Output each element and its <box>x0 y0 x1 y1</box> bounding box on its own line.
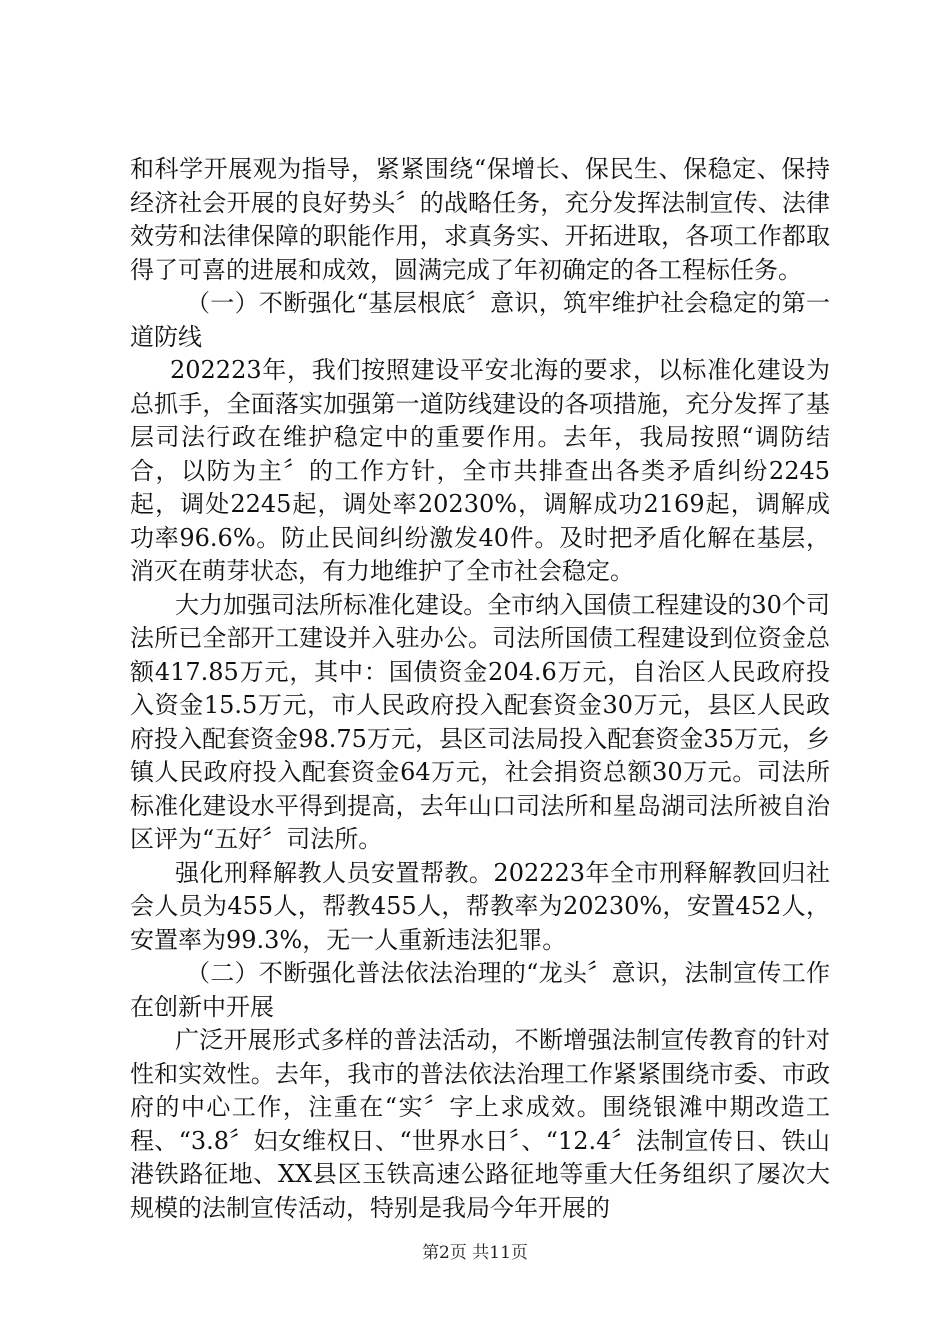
paragraph-defense-line: 202223年，我们按照建设平安北海的要求，以标准化建设为总抓手，全面落实加强第一道防线建设的各项措施，充分发挥了基层司法行政在维护稳定中的重要作用。去年，我局按照“调防结合，以防为主〞的工作方针，全市共排查出各类矛盾纠纷2245起，调处2245起，调处率20230%，调解成功2169起，调解成功率96.6%。防止民间纠纷激发40件。及时把矛盾化解在基层，消灭在萌芽状态，有力地维护了全市社会稳定。 <box>130 356 830 585</box>
section-heading-1: （一）不断强化“基层根底〞意识，筑牢维护社会稳定的第一道防线 <box>130 289 830 351</box>
section-heading-2: （二）不断强化普法依法治理的“龙头〞意识，法制宣传工作在创新中开展 <box>130 959 830 1021</box>
paragraph-intro-continuation: 和科学开展观为指导，紧紧围绕“保增长、保民生、保稳定、保持经济社会开展的良好势头〞的战略任务，充分发挥法制宣传、法律效劳和法律保障的职能作用，求真务实、开拓进取，各项工作都取得了可喜的进展和成效，圆满完成了年初确定的各工程标任务。 <box>130 155 830 284</box>
page-number-footer: 第2页 共11页 <box>422 1243 528 1263</box>
document-body <box>130 153 830 1225</box>
paragraph-legal-education: 广泛开展形式多样的普法活动，不断增强法制宣传教育的针对性和实效性。去年，我市的普法依法治理工作紧紧围绕市委、市政府的中心工作，注重在“实〞字上求成效。围绕银滩中期改造工程、“3.8〞妇女维权日、“世界水日〞、“12.4〞法制宣传日、铁山港铁路征地、XX县区玉铁高速公路征地等重大任务组织了屡次大规模的法制宣传活动，特别是我局今年开展的 <box>130 1026 830 1222</box>
paragraph-resettlement: 强化刑释解教人员安置帮教。202223年全市刑释解教回归社会人员为455人，帮教455人，帮教率为20230%，安置452人，安置率为99.3%，无一人重新违法犯罪。 <box>130 858 830 954</box>
paragraph-judicial-office: 大力加强司法所标准化建设。全市纳入国债工程建设的30个司法所已全部开工建设并入驻办公。司法所国债工程建设到位资金总额417.85万元，其中：国债资金204.6万元，自治区人民政府投入资金15.5万元，市人民政府投入配套资金30万元，县区人民政府投入配套资金98.75万元，县区司法局投入配套资金35万元，乡镇人民政府投入配套资金64万元，社会捐资总额30万元。司法所标准化建设水平得到提高，去年山口司法所和星岛湖司法所被自治区评为“五好〞司法所。 <box>130 590 830 853</box>
